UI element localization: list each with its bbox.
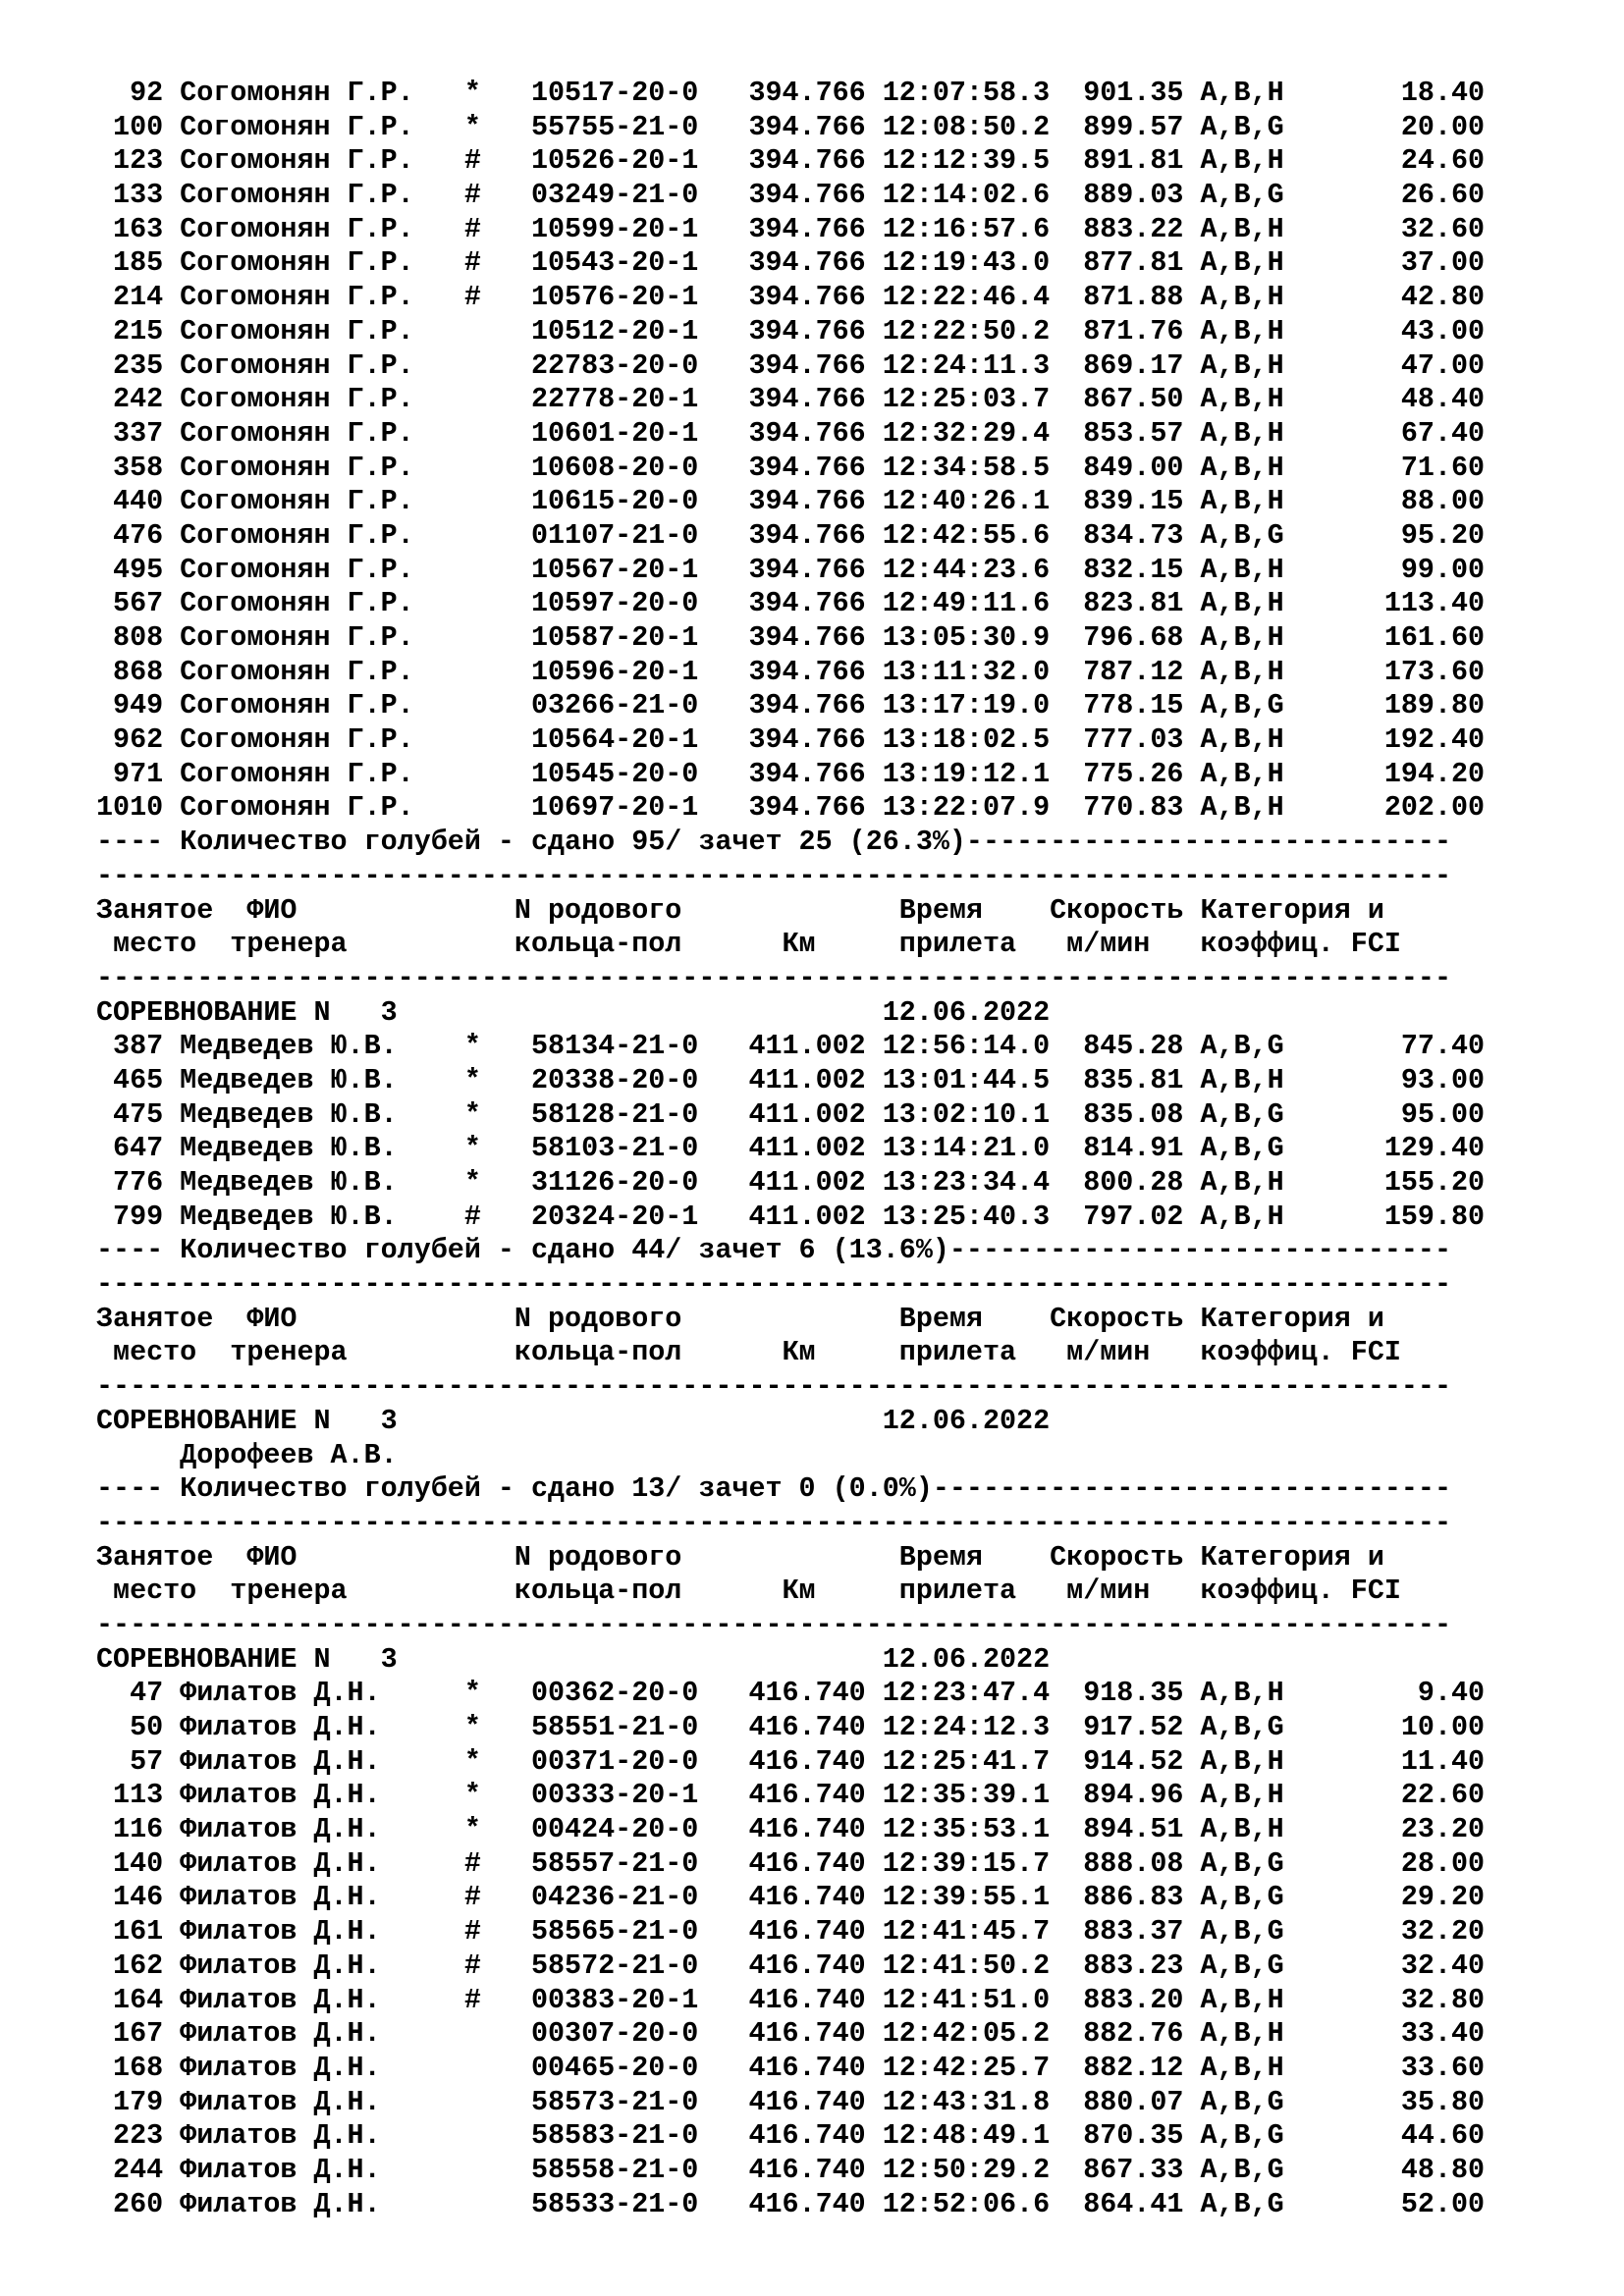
report-line: 647 Медведев Ю.В. * 58103-21-0 411.002 13:14:21.0 814.91 A,B,G 129.40: [96, 1132, 1486, 1165]
report-line: Занятое ФИО N родового Время Скорость Категория и: [96, 1302, 1384, 1335]
report-line: место тренера кольца-пол Км прилета м/мин коэффиц. FCI: [96, 1575, 1401, 1608]
report-line: ---------------------------------------------------------------------------------: [96, 1608, 1452, 1641]
report-line: 808 Согомонян Г.Р. 10587-20-1 394.766 13:05:30.9 796.68 A,B,H 161.60: [96, 621, 1486, 654]
report-line: 962 Согомонян Г.Р. 10564-20-1 394.766 13:18:02.5 777.03 A,B,H 192.40: [96, 723, 1486, 757]
report-line: 495 Согомонян Г.Р. 10567-20-1 394.766 12:44:23.6 832.15 A,B,H 99.00: [96, 553, 1486, 586]
report-line: 949 Согомонян Г.Р. 03266-21-0 394.766 13:17:19.0 778.15 A,B,G 189.80: [96, 689, 1486, 722]
report-line: ---- Количество голубей - сдано 95/ зачет 25 (26.3%)-----------------------------: [96, 826, 1452, 859]
report-line: 971 Согомонян Г.Р. 10545-20-0 394.766 13:19:12.1 775.26 A,B,H 194.20: [96, 757, 1486, 790]
report-line: ---- Количество голубей - сдано 44/ зачет 6 (13.6%)------------------------------: [96, 1234, 1452, 1267]
report-line: 100 Согомонян Г.Р. * 55755-21-0 394.766 12:08:50.2 899.57 A,B,G 20.00: [96, 110, 1486, 143]
report-line: СОРЕВНОВАНИЕ N 3 12.06.2022: [96, 1404, 1051, 1437]
report-line: СОРЕВНОВАНИЕ N 3 12.06.2022: [96, 1642, 1051, 1676]
report-line: 475 Медведев Ю.В. * 58128-21-0 411.002 13:02:10.1 835.08 A,B,G 95.00: [96, 1097, 1486, 1131]
report-line: 476 Согомонян Г.Р. 01107-21-0 394.766 12:42:55.6 834.73 A,B,G 95.20: [96, 518, 1486, 552]
report-line: 133 Согомонян Г.Р. # 03249-21-0 394.766 12:14:02.6 889.03 A,B,G 26.60: [96, 179, 1486, 212]
report-line: 185 Согомонян Г.Р. # 10543-20-1 394.766 12:19:43.0 877.81 A,B,H 37.00: [96, 246, 1486, 280]
report-line: 260 Филатов Д.Н. 58533-21-0 416.740 12:52:06.6 864.41 A,B,G 52.00: [96, 2187, 1486, 2220]
report-line: 162 Филатов Д.Н. # 58572-21-0 416.740 12:41:50.2 883.23 A,B,G 32.40: [96, 1949, 1486, 1982]
report-line: 242 Согомонян Г.Р. 22778-20-1 394.766 12:25:03.7 867.50 A,B,H 48.40: [96, 383, 1486, 416]
report-line: 179 Филатов Д.Н. 58573-21-0 416.740 12:43:31.8 880.07 A,B,G 35.80: [96, 2085, 1486, 2118]
report-line: ---------------------------------------------------------------------------------: [96, 1268, 1452, 1302]
report-line: ---------------------------------------------------------------------------------: [96, 859, 1452, 892]
report-line: 92 Согомонян Г.Р. * 10517-20-0 394.766 12:07:58.3 901.35 A,B,H 18.40: [96, 77, 1486, 109]
report-line: 146 Филатов Д.Н. # 04236-21-0 416.740 12:39:55.1 886.83 A,B,G 29.20: [96, 1881, 1486, 1914]
report-line: 799 Медведев Ю.В. # 20324-20-1 411.002 13:25:40.3 797.02 A,B,H 159.80: [96, 1200, 1486, 1233]
report-line: 50 Филатов Д.Н. * 58551-21-0 416.740 12:24:12.3 917.52 A,B,G 10.00: [96, 1711, 1486, 1743]
report-line: 140 Филатов Д.Н. # 58557-21-0 416.740 12:39:15.7 888.08 A,B,G 28.00: [96, 1846, 1486, 1880]
report-line: ---------------------------------------------------------------------------------: [96, 961, 1452, 994]
report-line: Занятое ФИО N родового Время Скорость Категория и: [96, 893, 1384, 927]
report-line: 215 Согомонян Г.Р. 10512-20-1 394.766 12:22:50.2 871.76 A,B,H 43.00: [96, 314, 1486, 347]
report-line: 465 Медведев Ю.В. * 20338-20-0 411.002 13:01:44.5 835.81 A,B,H 93.00: [96, 1063, 1486, 1096]
report-line: 244 Филатов Д.Н. 58558-21-0 416.740 12:50:29.2 867.33 A,B,G 48.80: [96, 2153, 1486, 2186]
report-line: ---- Количество голубей - сдано 13/ зачет 0 (0.0%)-------------------------------: [96, 1472, 1452, 1506]
report-line: 47 Филатов Д.Н. * 00362-20-0 416.740 12:23:47.4 918.35 A,B,H 9.40: [96, 1677, 1486, 1710]
report-line: 161 Филатов Д.Н. # 58565-21-0 416.740 12:41:45.7 883.37 A,B,G 32.20: [96, 1915, 1486, 1949]
report-line: 113 Филатов Д.Н. * 00333-20-1 416.740 12:35:39.1 894.96 A,B,H 22.60: [96, 1779, 1486, 1812]
report-line: 164 Филатов Д.Н. # 00383-20-1 416.740 12:41:51.0 883.20 A,B,H 32.80: [96, 1983, 1486, 2016]
report-line: Дорофеев А.В.: [96, 1438, 398, 1471]
report-line: 57 Филатов Д.Н. * 00371-20-0 416.740 12:25:41.7 914.52 A,B,H 11.40: [96, 1744, 1486, 1778]
report-line: Занятое ФИО N родового Время Скорость Категория и: [96, 1540, 1384, 1574]
report-line: 116 Филатов Д.Н. * 00424-20-0 416.740 12:35:53.1 894.51 A,B,H 23.20: [96, 1813, 1486, 1846]
report-line: 163 Согомонян Г.Р. # 10599-20-1 394.766 12:16:57.6 883.22 A,B,H 32.60: [96, 212, 1486, 245]
report-line: 358 Согомонян Г.Р. 10608-20-0 394.766 12:34:58.5 849.00 A,B,H 71.60: [96, 451, 1486, 484]
report-line: СОРЕВНОВАНИЕ N 3 12.06.2022: [96, 995, 1051, 1029]
report-line: 214 Согомонян Г.Р. # 10576-20-1 394.766 12:22:46.4 871.88 A,B,H 42.80: [96, 281, 1486, 314]
report-line: 235 Согомонян Г.Р. 22783-20-0 394.766 12:24:11.3 869.17 A,B,H 47.00: [96, 348, 1486, 382]
report-line: 223 Филатов Д.Н. 58583-21-0 416.740 12:48:49.1 870.35 A,B,G 44.60: [96, 2119, 1486, 2153]
report-line: 167 Филатов Д.Н. 00307-20-0 416.740 12:42:05.2 882.76 A,B,H 33.40: [96, 2017, 1486, 2051]
report-line: ---------------------------------------------------------------------------------: [96, 1506, 1452, 1539]
report-line: 776 Медведев Ю.В. * 31126-20-0 411.002 13:23:34.4 800.28 A,B,H 155.20: [96, 1166, 1486, 1199]
results-document: [96, 77, 1485, 2221]
report-line: ---------------------------------------------------------------------------------: [96, 1370, 1452, 1404]
report-line: 168 Филатов Д.Н. 00465-20-0 416.740 12:42:25.7 882.12 A,B,H 33.60: [96, 2051, 1486, 2084]
report-line: 1010 Согомонян Г.Р. 10697-20-1 394.766 13:22:07.9 770.83 A,B,H 202.00: [96, 791, 1486, 825]
report-line: место тренера кольца-пол Км прилета м/мин коэффиц. FCI: [96, 1336, 1401, 1369]
report-line: 337 Согомонян Г.Р. 10601-20-1 394.766 12:32:29.4 853.57 A,B,H 67.40: [96, 416, 1486, 450]
report-line: 868 Согомонян Г.Р. 10596-20-1 394.766 13:11:32.0 787.12 A,B,H 173.60: [96, 655, 1486, 688]
report-line: место тренера кольца-пол Км прилета м/мин коэффиц. FCI: [96, 928, 1401, 961]
report-line: 567 Согомонян Г.Р. 10597-20-0 394.766 12:49:11.6 823.81 A,B,H 113.40: [96, 587, 1486, 620]
report-line: 387 Медведев Ю.В. * 58134-21-0 411.002 12:56:14.0 845.28 A,B,G 77.40: [96, 1030, 1486, 1063]
report-line: 440 Согомонян Г.Р. 10615-20-0 394.766 12:40:26.1 839.15 A,B,H 88.00: [96, 485, 1486, 518]
report-line: 123 Согомонян Г.Р. # 10526-20-1 394.766 12:12:39.5 891.81 A,B,H 24.60: [96, 144, 1486, 178]
